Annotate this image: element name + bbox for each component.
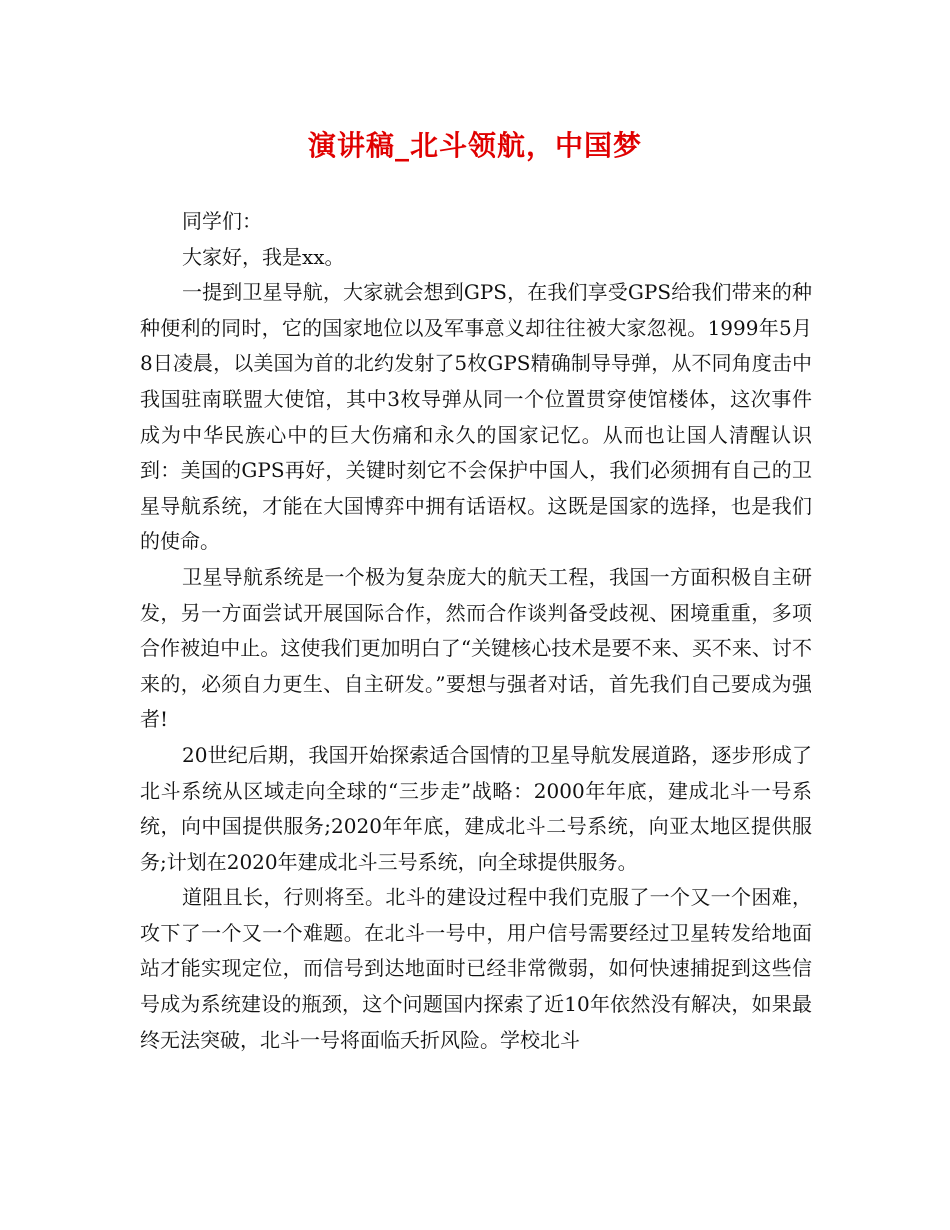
paragraph-challenges: 道阻且长，行则将至。北斗的建设过程中我们克服了一个又一个困难，攻下了一个又一个难题。在北斗一号中，用户信号需要经过卫星转发给地面站才能实现定位，而信号到达地面时已经非常微弱，如何快速捕捉到这些信号成为系统建设的瓶颈，这个问题国内探索了近10年依然没有解决，如果最终无法突破，北斗一号将面临夭折风险。学校北斗 (140, 885, 812, 1052)
paragraph-three-step-strategy: 20世纪后期，我国开始探索适合国情的卫星导航发展道路，逐步形成了北斗系统从区域走向全球的“三步走”战略：2000年年底，建成北斗一号系统，向中国提供服务;2020年年底，建成北斗二号系统，向亚太地区提供服务;计划在2020年建成北斗三号系统，向全球提供服务。 (140, 742, 812, 874)
document-title: 演讲稿_北斗领航，中国梦 (307, 129, 642, 162)
paragraph-greeting: 同学们： (182, 209, 262, 233)
paragraph-introduction: 大家好，我是xx。 (182, 244, 345, 269)
paragraph-gps-incident: 一提到卫星导航，大家就会想到GPS，在我们享受GPS给我们带来的种种便利的同时，它的国家地位以及军事意义却往往被大家忽视。1999年5月8日凌晨，以美国为首的北约发射了5枚GPS精确制导导弹，从不同角度击中我国驻南联盟大使馆，其中3枚导弹从同一个位置贯穿使馆楼体，这次事件成为中华民族心中的巨大伤痛和永久的国家记忆。从而也让国人清醒认识到：美国的GPS再好，关键时刻它不会保护中国人，我们必须拥有自己的卫星导航系统，才能在大国博弈中拥有话语权。这既是国家的选择，也是我们的使命。 (140, 280, 812, 554)
document-body (140, 204, 812, 1058)
paragraph-independent-development: 卫星导航系统是一个极为复杂庞大的航天工程，我国一方面积极自主研发，另一方面尝试开展国际合作，然而合作谈判备受歧视、困境重重，多项合作被迫中止。这使我们更加明白了“关键核心技术是要不来、买不来、讨不来的，必须自力更生、自主研发。”要想与强者对话，首先我们自己要成为强者! (140, 564, 812, 732)
